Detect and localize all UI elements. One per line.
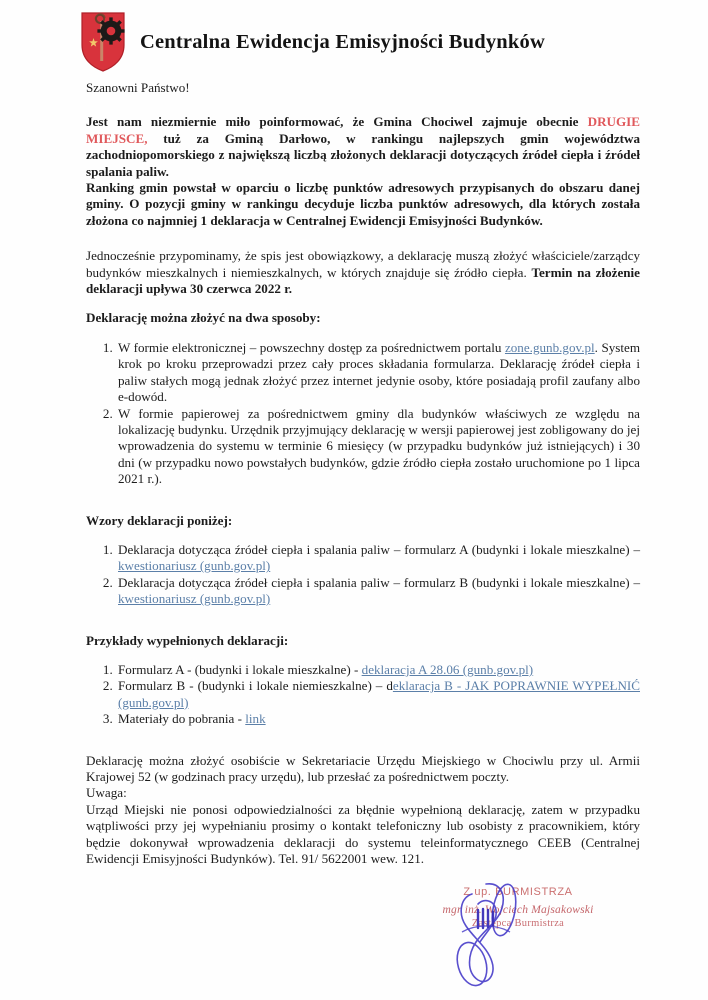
list-item: [116, 406, 640, 488]
announcement-post: tuż za Gminą Darłowo, w rankingu najlepszych gmin województwa zachodniopomorskiego z największą liczbą złożonych deklaracji dotyczących źródeł ciepła i źródeł spalania paliw.: [86, 130, 640, 179]
stamp-line-name: mgr inż. Wojciech Majsakowski: [442, 904, 594, 916]
method-1-pre: W formie elektronicznej – powszechny dostęp za pośrednictwem portalu: [118, 339, 505, 355]
example-a-pre: Formularz A - (budynki i lokale mieszkalne) -: [118, 661, 362, 677]
heading-filled-examples: Przykłady wypełnionych deklaracji:: [86, 632, 289, 648]
label-uwaga: Uwaga:: [86, 785, 127, 801]
link-deklaracja-b[interactable]: eklaracja B - JAK POPRAWNIE WYPEŁNIĆ (gunb.gov.pl): [118, 678, 640, 710]
list-filled-examples: [86, 662, 640, 728]
list-item: [116, 678, 640, 711]
heading-submission-methods: Deklarację można złożyć na dwa sposoby:: [86, 310, 321, 326]
template-a-pre: Deklaracja dotycząca źródeł ciepła i spalania paliw – formularz A (budynki i lokale mieszkalne) –: [118, 541, 640, 557]
method-2-text: W formie papierowej za pośrednictwem gminy dla budynków właściwych ze względu na lokalizację budynku. Urzędnik przyjmujący deklarację w wersji papierowej jest zobligowany do jej wprowadzenia do systemu w terminie 6 miesięcy (w przypadku budynków już istniejących) i 30 dni (w przypadku nowo powstałych budynków, gdzie źródło ciepła zostało uruchomione po 1 lipca 2021 r.).: [118, 405, 640, 487]
stamp-line-role: Zastępca Burmistrza: [471, 918, 565, 929]
list-item: [116, 575, 640, 608]
list-item: [116, 340, 640, 406]
method-1-post: . System krok po kroku przeprowadzi przez cały proces składania formularza. Deklarację źródeł ciepła i paliw stałych mogą jednak złożyć przez internet jedynie osoby, które posiadają profil zaufany albo e-dowód.: [118, 339, 640, 405]
paragraph-disclaimer: Urząd Miejski nie ponosi odpowiedzialności za błędnie wypełnioną deklarację, zatem w przypadku wątpliwości przy jej wypełnianiu prosimy o kontakt telefoniczny lub osobisty z pracownikiem, który będzie dokonywał wprowadzenia deklaracji do systemu teleinformatycznego CEEB (Centralnej Ewidencji Emisyjności Budynków). Tel. 91/ 5622001 wew. 121.: [86, 801, 640, 867]
obligation-text: Jednocześnie przypominamy, że spis jest obowiązkowy, a deklarację muszą złożyć właściciele/zarządcy budynków mieszkalnych i niemieszkalnych, w których znajduje się źródło ciepła.: [86, 248, 640, 280]
example-materials-pre: Materiały do pobrania -: [118, 711, 246, 727]
link-kwestionariusz-a[interactable]: kwestionariusz (gunb.gov.pl): [118, 558, 271, 574]
paragraph-ranking-basis: Ranking gmin powstał w oparciu o liczbę punktów adresowych przypisanych do obszaru danej gminy. O pozycji gminy w rankingu decyduje liczba punktów adresowych, dla których została złożona co najmniej 1 deklaracja w Centralnej Ewidencji Emisyjności Budynków.: [86, 180, 640, 228]
list-declaration-templates: [86, 542, 640, 608]
list-submission-methods: [86, 340, 640, 488]
paragraph-ranking-announcement: [86, 114, 640, 180]
greeting-line: Szanowni Państwo!: [86, 80, 190, 95]
page-title: Centralna Ewidencja Emisyjności Budynków: [140, 30, 545, 53]
document-body: [86, 80, 640, 867]
coat-of-arms-icon: [80, 11, 126, 73]
stamp-line-authority: Z up. BURMISTRZA: [463, 886, 573, 898]
handwritten-signature-icon: [426, 880, 576, 992]
list-item: [116, 711, 640, 727]
obligation-deadline: Termin na złożenie deklaracji upływa 30 czerwca 2022 r.: [86, 264, 640, 297]
announcement-highlight: DRUGIE MIEJSCE,: [86, 114, 640, 146]
example-b-pre: Formularz B - (budynki i lokale niemieszkalne) – d: [118, 678, 393, 694]
paragraph-obligation: [86, 248, 640, 297]
list-item: [116, 662, 640, 678]
list-item: [116, 542, 640, 575]
link-kwestionariusz-b[interactable]: kwestionariusz (gunb.gov.pl): [118, 591, 271, 607]
announcement-pre: Jest nam niezmiernie miło poinformować, że Gmina Chociwel zajmuje obecnie: [86, 114, 588, 130]
document-header: [80, 10, 650, 74]
signature-block: [408, 886, 628, 991]
link-deklaracja-a[interactable]: deklaracja A 28.06 (gunb.gov.pl): [361, 661, 534, 677]
link-materialy-do-pobrania[interactable]: link: [245, 711, 266, 727]
paragraph-in-person-submission: Deklarację można złożyć osobiście w Sekretariacie Urzędu Miejskiego w Chociwlu przy ul. Armii Krajowej 52 (w godzinach pracy urzędu), lub przesłać za pośrednictwem poczty.: [86, 752, 640, 784]
link-zone-gunb[interactable]: zone.gunb.gov.pl: [504, 339, 595, 355]
heading-declaration-templates: Wzory deklaracji poniżej:: [86, 512, 233, 528]
template-b-pre: Deklaracja dotycząca źródeł ciepła i spalania paliw – formularz B (budynki i lokale mieszkalne) –: [118, 574, 640, 590]
